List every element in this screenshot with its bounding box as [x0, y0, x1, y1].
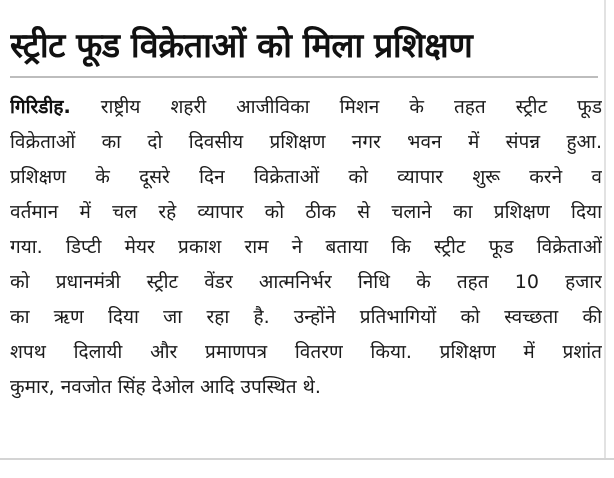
article-line-1 [10, 90, 602, 125]
article-body [10, 90, 602, 405]
article-line-8: शपथ दिलायी और प्रमाणपत्र वितरण किया. प्रशिक्षण में प्रशांत [10, 341, 602, 363]
article-line-4: वर्तमान में चल रहे व्यापार को ठीक से चलाने का प्रशिक्षण दिया [10, 201, 602, 223]
clipping-bottom-edge [0, 458, 614, 460]
article-line-3: प्रशिक्षण के दूसरे दिन विक्रेताओं को व्यापार शुरू करने व [10, 166, 602, 188]
article-line-6: को प्रधानमंत्री स्ट्रीट वेंडर आत्मनिर्भर निधि के तहत 10 हजार [10, 271, 602, 293]
article-dateline: गिरिडीह. [10, 96, 71, 118]
article-line-9: कुमार, नवजोत सिंह देओल आदि उपस्थित थे. [10, 376, 321, 398]
headline-divider [10, 76, 598, 78]
article-line-1-text: राष्ट्रीय शहरी आजीविका मिशन के तहत स्ट्रीट फूड [70, 96, 602, 118]
article-line-7: का ऋण दिया जा रहा है. उन्होंने प्रतिभागियों को स्वच्छता की [10, 306, 602, 328]
clipping-right-edge [604, 0, 606, 460]
article-line-5: गया. डिप्टी मेयर प्रकाश राम ने बताया कि स्ट्रीट फूड विक्रेताओं [10, 236, 602, 258]
article-headline: स्ट्रीट फूड विक्रेताओं को मिला प्रशिक्षण [10, 26, 473, 66]
article-line-2: विक्रेताओं का दो दिवसीय प्रशिक्षण नगर भवन में संपन्न हुआ. [10, 131, 602, 153]
